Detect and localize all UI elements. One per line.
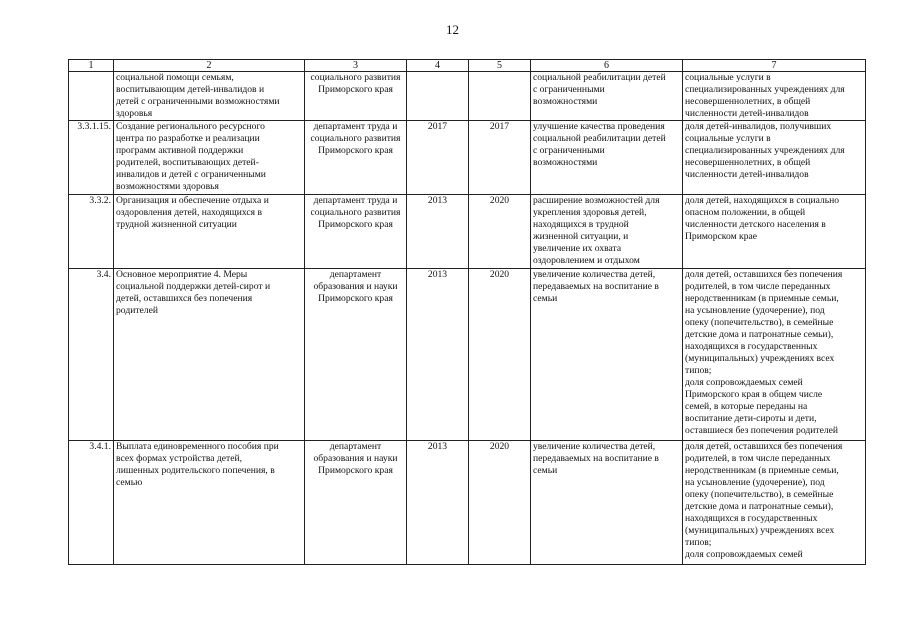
column-header: 4: [407, 60, 469, 72]
column-header: 2: [114, 60, 305, 72]
activity-name: Создание регионального ресурсного центра по разработке и реализации программ активной поддержки родителей, воспитывающих детей- инвалидов и детей с ограниченными возможностями здоровья: [114, 121, 305, 195]
activity-name: Основное мероприятие 4. Меры социальной поддержки детей-сирот и детей, оставшихся без попечения родителей: [114, 269, 305, 441]
activity-name: Организация и обеспечение отдыха и оздоровления детей, находящихся в трудной жизненной ситуации: [114, 195, 305, 269]
start-year: 2013: [407, 441, 469, 565]
column-header: 5: [469, 60, 531, 72]
table-row: [69, 72, 866, 121]
expected-result: увеличение количества детей, передаваемых на воспитание в семьи: [531, 269, 683, 441]
executor: департамент образования и науки Приморского края: [305, 441, 407, 565]
end-year: [469, 72, 531, 121]
expected-result: расширение возможностей для укрепления здоровья детей, находящихся в трудной жизненной ситуации, и увеличение их охвата оздоровлением и отдыхом: [531, 195, 683, 269]
indicator: доля детей, оставшихся без попечения родителей, в том числе переданных неродственникам (в приемные семьи, на усыновление (удочерение), под опеку (попечительство), в семейные детские дома и патронатные семьи), находящихся в государственных (муниципальных) учреждениях всех типов; доля сопровождаемых семей Приморского края в общем числе семей, в которые переданы на воспитание дети-сироты и дети, оставшиеся без попечения родителей: [683, 269, 866, 441]
table-row: [69, 121, 866, 195]
table-row: [69, 441, 866, 565]
row-number: [69, 72, 114, 121]
header-row: [69, 60, 866, 72]
expected-result: социальной реабилитации детей с ограниченными возможностями: [531, 72, 683, 121]
expected-result: улучшение качества проведения социальной реабилитации детей с ограниченными возможностями: [531, 121, 683, 195]
start-year: 2013: [407, 195, 469, 269]
end-year: 2020: [469, 441, 531, 565]
start-year: [407, 72, 469, 121]
executor: департамент труда и социального развития Приморского края: [305, 121, 407, 195]
indicator: доля детей, находящихся в социально опасном положении, в общей численности детского населения в Приморском крае: [683, 195, 866, 269]
program-table: [68, 59, 866, 565]
table-row: [69, 195, 866, 269]
start-year: 2017: [407, 121, 469, 195]
row-number: 3.3.1.15.: [69, 121, 114, 195]
row-number: 3.4.1.: [69, 441, 114, 565]
executor: департамент образования и науки Приморского края: [305, 269, 407, 441]
indicator: социальные услуги в специализированных учреждениях для несовершеннолетних, в общей численности детей-инвалидов: [683, 72, 866, 121]
column-header: 1: [69, 60, 114, 72]
executor: департамент труда и социального развития Приморского края: [305, 195, 407, 269]
activity-name: Выплата единовременного пособия при всех формах устройства детей, лишенных родительского попечения, в семью: [114, 441, 305, 565]
expected-result: увеличение количества детей, передаваемых на воспитание в семьи: [531, 441, 683, 565]
table-row: [69, 269, 866, 441]
indicator: доля детей-инвалидов, получивших социальные услуги в специализированных учреждениях для несовершеннолетних, в общей численности детей-инвалидов: [683, 121, 866, 195]
page-number: 12: [446, 22, 459, 37]
column-header: 3: [305, 60, 407, 72]
activity-name: социальной помощи семьям, воспитывающим детей-инвалидов и детей с ограниченными возможностями здоровья: [114, 72, 305, 121]
end-year: 2020: [469, 269, 531, 441]
column-header: 6: [531, 60, 683, 72]
indicator: доля детей, оставшихся без попечения родителей, в том числе переданных неродственникам (в приемные семьи, на усыновление (удочерение), под опеку (попечительство), в семейные детские дома и патронатные семьи), находящихся в государственных (муниципальных) учреждениях всех типов; доля сопровождаемых семей: [683, 441, 866, 565]
row-number: 3.3.2.: [69, 195, 114, 269]
column-header: 7: [683, 60, 866, 72]
end-year: 2020: [469, 195, 531, 269]
row-number: 3.4.: [69, 269, 114, 441]
start-year: 2013: [407, 269, 469, 441]
executor: социального развития Приморского края: [305, 72, 407, 121]
end-year: 2017: [469, 121, 531, 195]
